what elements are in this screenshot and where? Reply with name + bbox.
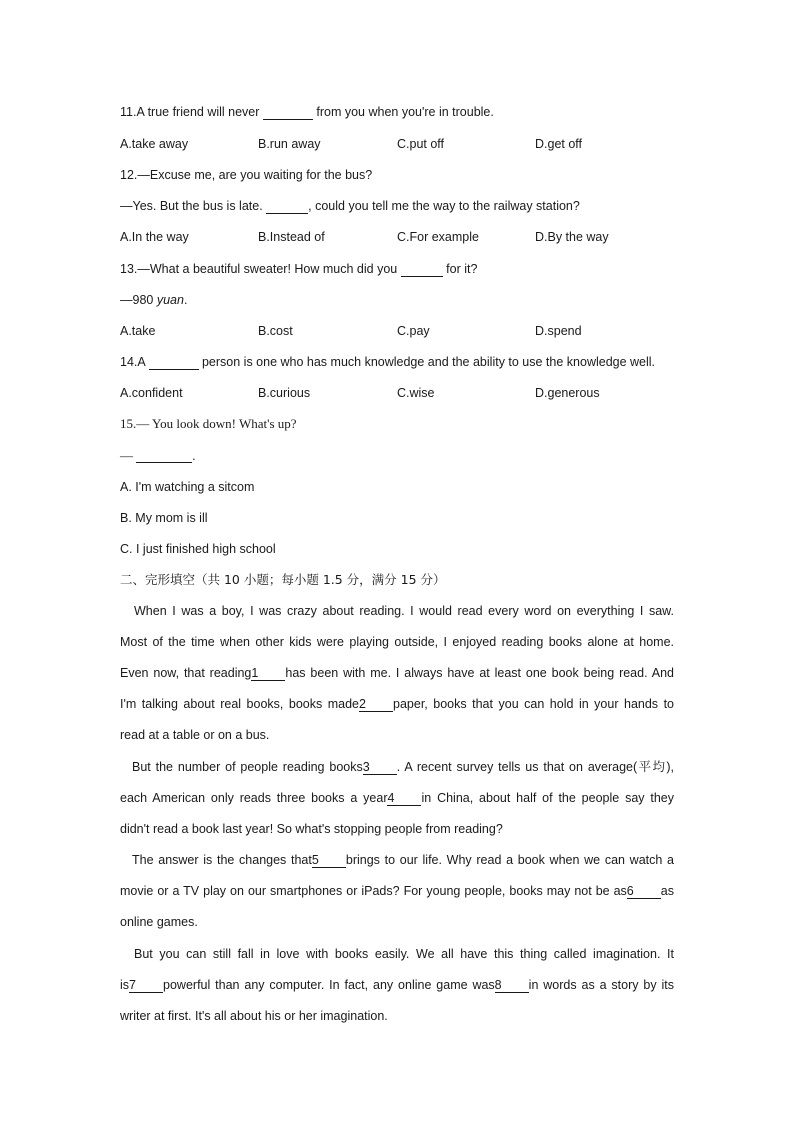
stem-text: .	[183, 293, 188, 307]
option-c: C.put off	[397, 137, 445, 151]
option-b: B. My mom is ill	[120, 511, 208, 525]
option-c: C.For example	[397, 230, 479, 244]
blank-8: 8	[495, 979, 529, 993]
passage-line: didn't read a book last year! So what's stopping people from reading?	[120, 822, 503, 836]
option-d: D.spend	[535, 324, 582, 338]
stem-text: from you when you're in trouble.	[312, 105, 494, 119]
passage-line: I'm talking about real books, books made2 paper, books that you can hold in your hands to	[120, 697, 674, 711]
option-a: A.take away	[120, 137, 189, 151]
option-c: C. I just finished high school	[120, 542, 276, 556]
option-d: D.By the way	[535, 230, 609, 244]
option-b: B.curious	[258, 386, 311, 400]
question-15-line-1: 15.— You look down! What's up?	[120, 416, 297, 431]
question-12-line-1: 12.—Excuse me, are you waiting for the bus?	[120, 168, 373, 182]
stem-text: for it?	[442, 262, 478, 276]
blank-2: 2	[359, 698, 393, 712]
option-b: B.run away	[258, 137, 321, 151]
passage-paragraph-3	[120, 845, 674, 938]
blank-5: 5	[312, 854, 346, 868]
section-heading: 二、完形填空（共 10 小题；每小题 1.5 分，满分 15 分）	[120, 572, 446, 587]
answer-blank	[149, 356, 199, 370]
passage-line: But you can still fall in love with books easily. We all have this thing called imagination. It	[134, 947, 674, 961]
option-c: C.pay	[397, 324, 430, 338]
passage-paragraph-1	[120, 596, 674, 751]
blank-6: 6	[627, 885, 661, 899]
answer-blank	[136, 449, 192, 463]
stem-text: .	[192, 448, 196, 463]
passage-line: The answer is the changes that5 brings to our life. Why read a book when we can watch a	[132, 853, 674, 867]
passage-line: When I was a boy, I was crazy about reading. I would read every word on everything I saw.	[134, 604, 674, 618]
passage-line: But the number of people reading books3 . A recent survey tells us that on average(平均),	[132, 760, 674, 774]
option-a: A. I'm watching a sitcom	[120, 480, 255, 494]
question-14-stem	[120, 354, 655, 370]
stem-text: —980	[120, 293, 157, 307]
question-13-line-1	[120, 261, 477, 277]
blank-1: 1	[251, 667, 285, 681]
passage-paragraph-2	[120, 752, 674, 845]
option-a: A.take	[120, 324, 156, 338]
stem-text: 13.—What a beautiful sweater! How much did you	[120, 262, 401, 276]
option-b: B.Instead of	[258, 230, 325, 244]
passage-paragraph-4	[120, 939, 674, 1032]
stem-text: , could you tell me the way to the railway station?	[308, 199, 580, 213]
passage-line: movie or a TV play on our smartphones or iPads? For young people, books may not be as6 as	[120, 884, 674, 898]
stem-text: —Yes. But the bus is late.	[120, 199, 267, 213]
blank-4: 4	[387, 792, 421, 806]
blank-3: 3	[363, 761, 397, 775]
currency-unit: yuan	[156, 293, 184, 307]
question-15-line-2	[120, 448, 196, 464]
option-d: D.generous	[535, 386, 600, 400]
passage-line: Even now, that reading1 has been with me. I always have at least one book being read. And	[120, 666, 674, 680]
option-b: B.cost	[258, 324, 293, 338]
option-a: A.confident	[120, 386, 183, 400]
stem-text: 11.A true friend will never	[120, 105, 263, 119]
stem-text: person is one who has much knowledge and the ability to use the knowledge well.	[198, 355, 656, 369]
passage-line: writer at first. It's all about his or her imagination.	[120, 1009, 388, 1023]
answer-blank	[263, 106, 313, 120]
passage-line: each American only reads three books a year4 in China, about half of the people say they	[120, 791, 674, 805]
answer-blank	[401, 263, 443, 277]
stem-text: —	[120, 448, 137, 463]
question-11-stem	[120, 104, 494, 120]
passage-line: read at a table or on a bus.	[120, 728, 270, 742]
question-12-line-2	[120, 198, 580, 214]
stem-text: 14.A	[120, 355, 149, 369]
blank-7: 7	[129, 979, 163, 993]
option-a: A.In the way	[120, 230, 189, 244]
passage-line: online games.	[120, 915, 198, 929]
passage-line: is7 powerful than any computer. In fact, any online game was8 in words as a story by its	[120, 978, 674, 992]
passage-line: Most of the time when other kids were playing outside, I enjoyed reading books alone at home.	[120, 635, 674, 649]
question-13-line-2	[120, 292, 187, 308]
option-c: C.wise	[397, 386, 435, 400]
answer-blank	[266, 200, 308, 214]
option-d: D.get off	[535, 137, 583, 151]
